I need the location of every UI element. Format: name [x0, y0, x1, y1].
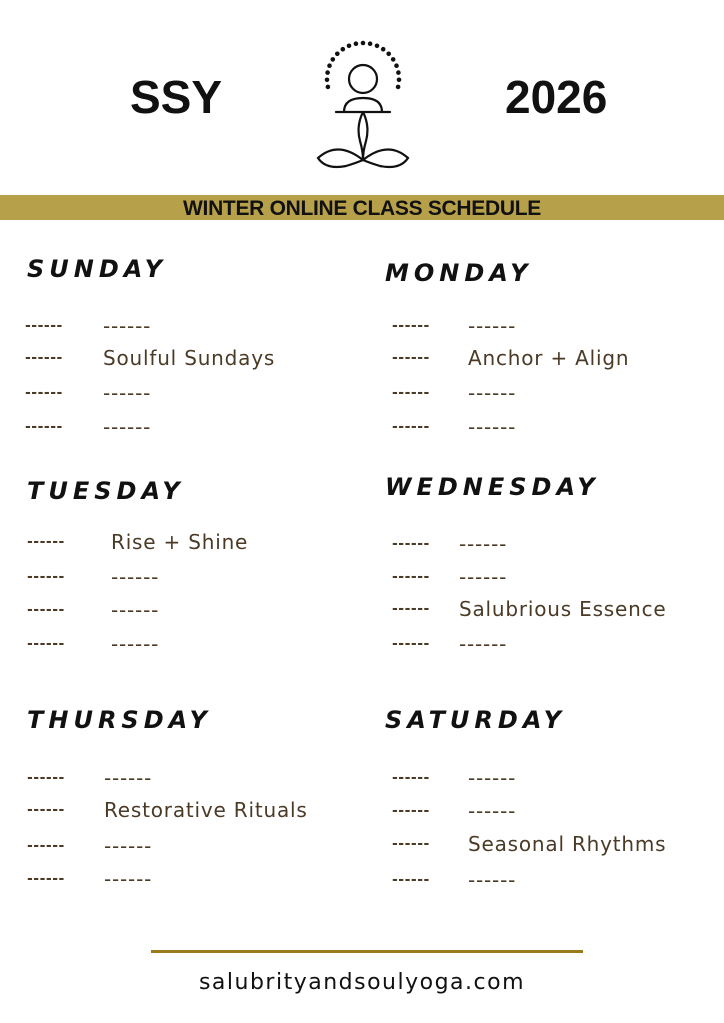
class-name: Anchor + Align — [468, 346, 630, 370]
logo-dot — [335, 52, 340, 57]
time-slot: ------ — [25, 385, 63, 401]
brand-right-text: 2026 — [505, 71, 608, 123]
logo-dot — [331, 57, 336, 62]
class-name: ------ — [468, 868, 517, 892]
logo-dot — [386, 52, 391, 57]
class-name: ------ — [459, 565, 508, 589]
class-name: ------ — [103, 415, 152, 439]
time-slot: ------ — [392, 385, 430, 401]
time-slot: ------ — [27, 534, 65, 550]
time-slot: ------ — [27, 871, 65, 887]
class-name: ------ — [468, 415, 517, 439]
schedule-banner — [0, 195, 724, 220]
logo-dot — [396, 70, 401, 75]
time-slot: ------ — [25, 350, 63, 366]
time-slot: ------ — [392, 569, 430, 585]
class-name: ------ — [459, 532, 508, 556]
logo-dot — [341, 47, 346, 52]
day-heading-tuesday: TUESDAY — [27, 477, 185, 505]
time-slot: ------ — [392, 636, 430, 652]
class-name: ------ — [104, 867, 153, 891]
class-name: ------ — [103, 314, 152, 338]
class-name: Rise + Shine — [111, 530, 249, 554]
class-name: ------ — [111, 632, 160, 656]
class-name: Soulful Sundays — [103, 346, 276, 370]
day-heading-thursday: THURSDAY — [27, 706, 212, 734]
time-slot: ------ — [27, 569, 65, 585]
class-name: ------ — [103, 381, 152, 405]
time-slot: ------ — [27, 636, 65, 652]
logo-dot — [361, 41, 366, 46]
class-name: Restorative Rituals — [104, 798, 308, 822]
class-name: ------ — [111, 565, 160, 589]
footer-divider — [151, 950, 583, 953]
class-name: ------ — [468, 766, 517, 790]
day-heading-sunday: SUNDAY — [27, 255, 167, 283]
time-slot: ------ — [27, 802, 65, 818]
brand-left-text: SSY — [130, 71, 223, 123]
class-name: ------ — [459, 632, 508, 656]
logo-dot — [368, 41, 373, 46]
logo-dot — [347, 44, 352, 49]
day-heading-wednesday: WEDNESDAY — [385, 473, 600, 501]
logo-dot — [396, 85, 401, 90]
time-slot: ------ — [392, 318, 430, 334]
class-name: ------ — [111, 598, 160, 622]
time-slot: ------ — [27, 602, 65, 618]
logo-dot — [354, 41, 359, 46]
class-name: ------ — [468, 381, 517, 405]
time-slot: ------ — [392, 872, 430, 888]
time-slot: ------ — [25, 419, 63, 435]
class-name: Salubrious Essence — [459, 597, 667, 621]
meditation-figure-icon — [308, 36, 418, 174]
class-name: Seasonal Rhythms — [468, 832, 667, 856]
time-slot: ------ — [392, 803, 430, 819]
logo-dot — [326, 85, 331, 90]
logo-dot — [325, 78, 330, 83]
day-heading-saturday: SATURDAY — [385, 706, 567, 734]
banner-title: WINTER ONLINE CLASS SCHEDULE — [183, 197, 541, 220]
time-slot: ------ — [27, 770, 65, 786]
time-slot: ------ — [392, 536, 430, 552]
time-slot: ------ — [27, 838, 65, 854]
logo-dot — [391, 57, 396, 62]
class-name: ------ — [104, 766, 153, 790]
time-slot: ------ — [392, 350, 430, 366]
time-slot: ------ — [392, 770, 430, 786]
logo-dot — [397, 78, 402, 83]
time-slot: ------ — [392, 836, 430, 852]
time-slot: ------ — [392, 601, 430, 617]
time-slot: ------ — [392, 419, 430, 435]
logo-dot — [381, 47, 386, 52]
day-heading-monday: MONDAY — [385, 259, 533, 287]
logo-dot — [327, 63, 332, 68]
logo-dot — [394, 63, 399, 68]
logo-dot — [375, 44, 380, 49]
class-name: ------ — [468, 314, 517, 338]
footer-website-url: salubrityandsoulyoga.com — [198, 970, 526, 995]
logo-dot — [325, 70, 330, 75]
time-slot: ------ — [25, 318, 63, 334]
class-name: ------ — [104, 834, 153, 858]
class-name: ------ — [468, 799, 517, 823]
